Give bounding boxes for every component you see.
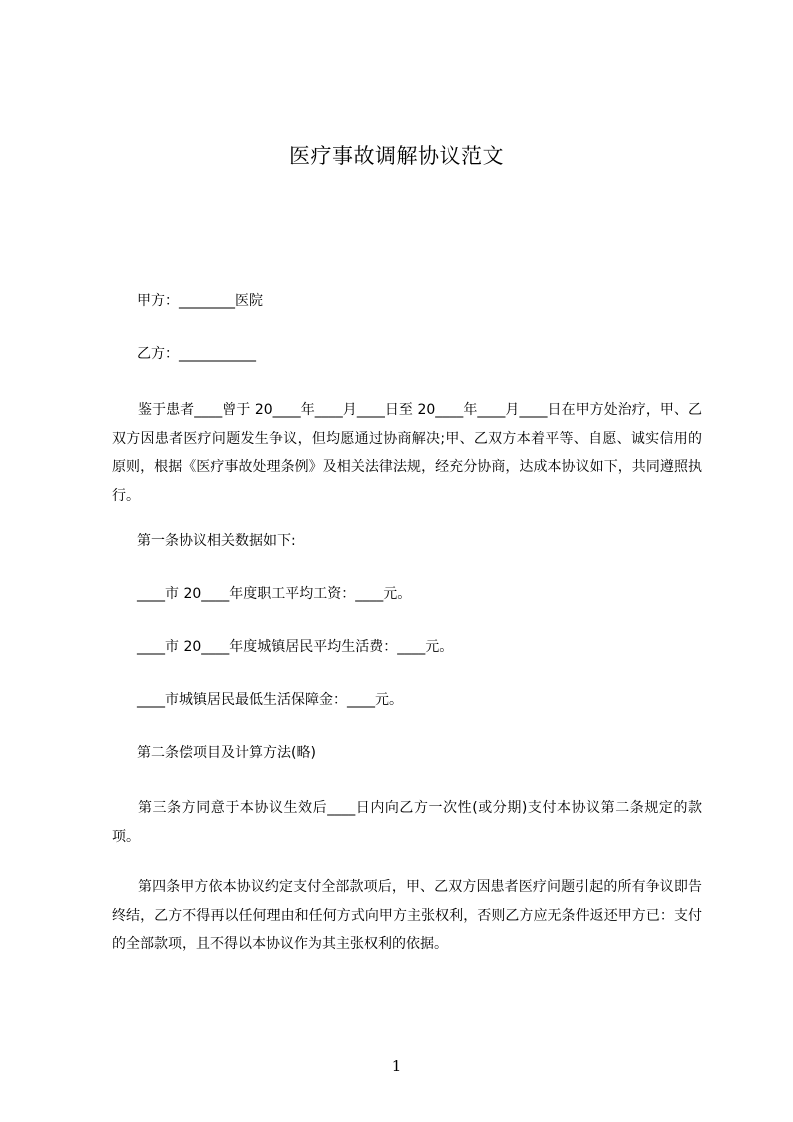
party-b-line: 乙方：___________ (137, 346, 256, 362)
article-2-line: 第二条偿项目及计算方法(略) (137, 745, 316, 761)
article-3-paragraph: 第三条方同意于本协议生效后____日内向乙方一次性(或分期)支付本协议第二条规定的款项。 (112, 800, 702, 845)
document-title: 医疗事故调解协议范文 (289, 144, 504, 168)
page-number: 1 (391, 1057, 402, 1075)
article-1-item: ____市 20____年度职工平均工资：____元。 (137, 586, 412, 602)
preamble-paragraph: 鉴于患者____曾于 20____年____月____日至 20____年____月____日在甲方处治疗，甲、乙双方因患者医疗问题发生争议，但均愿通过协商解决;甲、乙双方本着平等、自愿、诚实信用的原则，根据《医疗事故处理条例》及相关法律法规，经充分协商，达成本协议如下，共同遵照执行。 (112, 402, 702, 504)
article-1-item: ____市 20____年度城镇居民平均生活费：____元。 (137, 639, 454, 655)
article-1-item: ____市城镇居民最低生活保障金：____元。 (137, 692, 403, 708)
party-a-line: 甲方：________医院 (137, 293, 263, 309)
article-1-heading: 第一条协议相关数据如下: (137, 533, 296, 549)
article-4-paragraph: 第四条甲方依本协议约定支付全部款项后，甲、乙双方因患者医疗问题引起的所有争议即告终结，乙方不得再以任何理由和任何方式向甲方主张权利，否则乙方应无条件返还甲方已：支付的全部款项，且不得以本协议作为其主张权利的依据。 (112, 879, 702, 952)
